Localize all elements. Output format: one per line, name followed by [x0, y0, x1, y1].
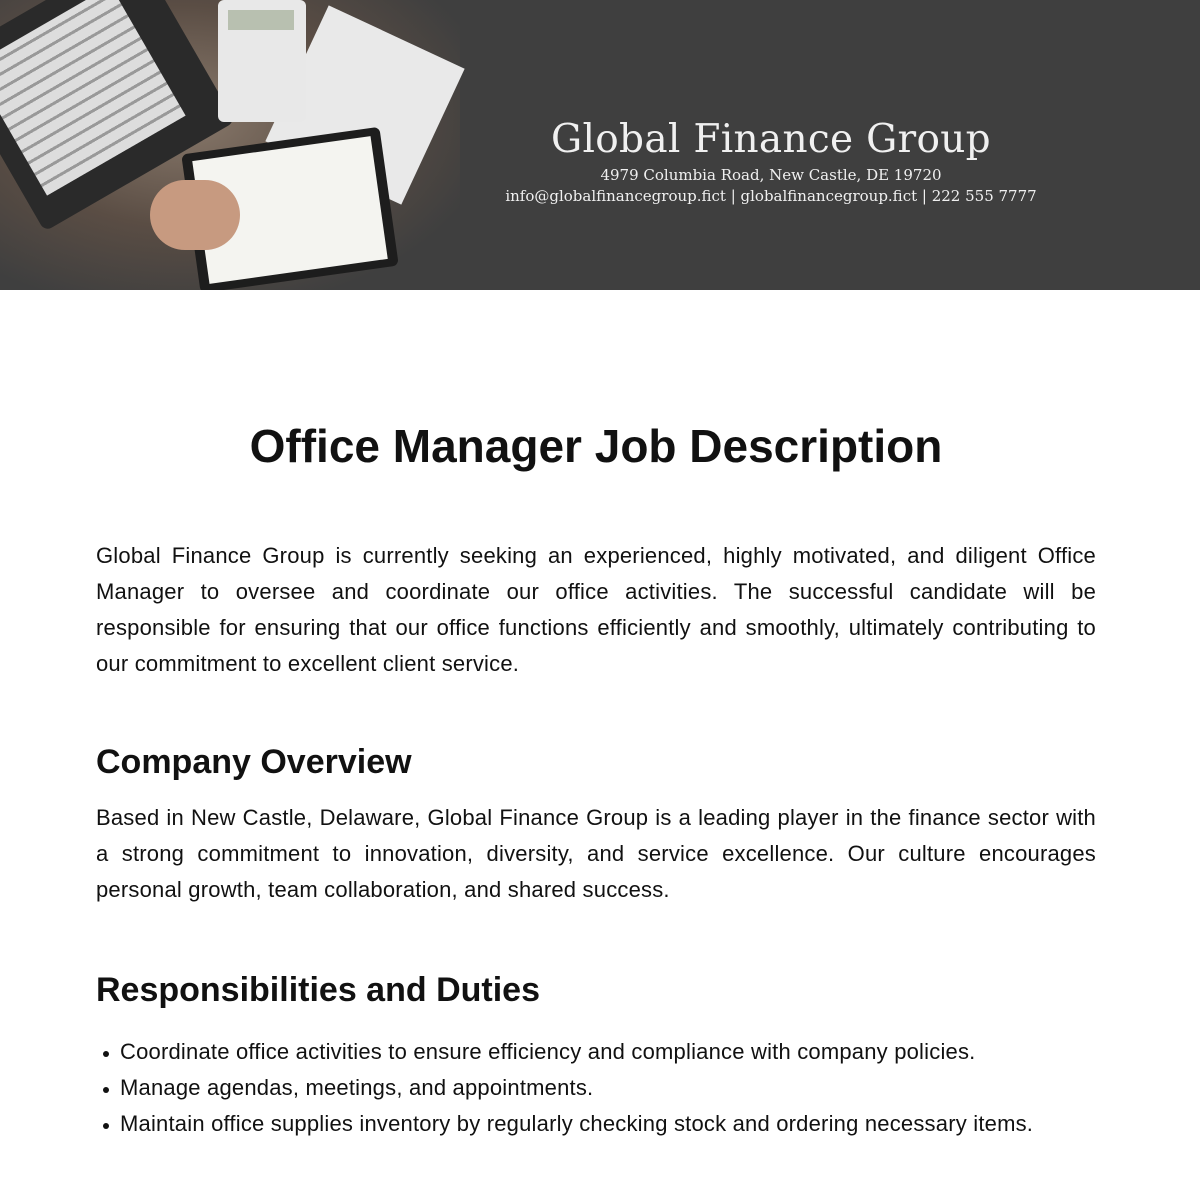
list-item: Coordinate office activities to ensure efficiency and compliance with company policies. [120, 1034, 1072, 1070]
page-title: Office Manager Job Description [249, 420, 943, 472]
company-info [460, 115, 1082, 207]
company-overview-paragraph: Based in New Castle, Delaware, Global Finance Group is a leading player in the finance sector with a strong commitment to innovation, diversity, and service excellence. Our culture encourages personal growth, team collaboration, and shared success. [96, 805, 1096, 902]
section-heading-responsibilities: Responsibilities and Duties [96, 971, 540, 1009]
hand-image [150, 180, 240, 250]
company-contact: info@globalfinancegroup.fict | globalfinancegroup.fict | 222 555 7777 [505, 187, 1037, 205]
list-item: Manage agendas, meetings, and appointments. [120, 1070, 1072, 1106]
letterhead-banner [0, 0, 1200, 290]
section-heading-company-overview: Company Overview [96, 743, 412, 781]
calculator-image [218, 0, 306, 122]
company-address: 4979 Columbia Road, New Castle, DE 19720 [600, 166, 942, 184]
company-name: Global Finance Group [551, 117, 991, 162]
responsibilities-list [96, 1034, 1096, 1142]
header-photo [0, 0, 460, 290]
document-body [0, 290, 1200, 1142]
intro-paragraph: Global Finance Group is currently seeking an experienced, highly motivated, and diligent Office Manager to oversee and coordinate our office activities. The successful candidate will be responsible for ensuring that our office functions efficiently and smoothly, ultimately contributing to our commitment to excellent client service. [96, 543, 1096, 676]
list-item: Maintain office supplies inventory by regularly checking stock and ordering necessary items. [120, 1106, 1072, 1142]
